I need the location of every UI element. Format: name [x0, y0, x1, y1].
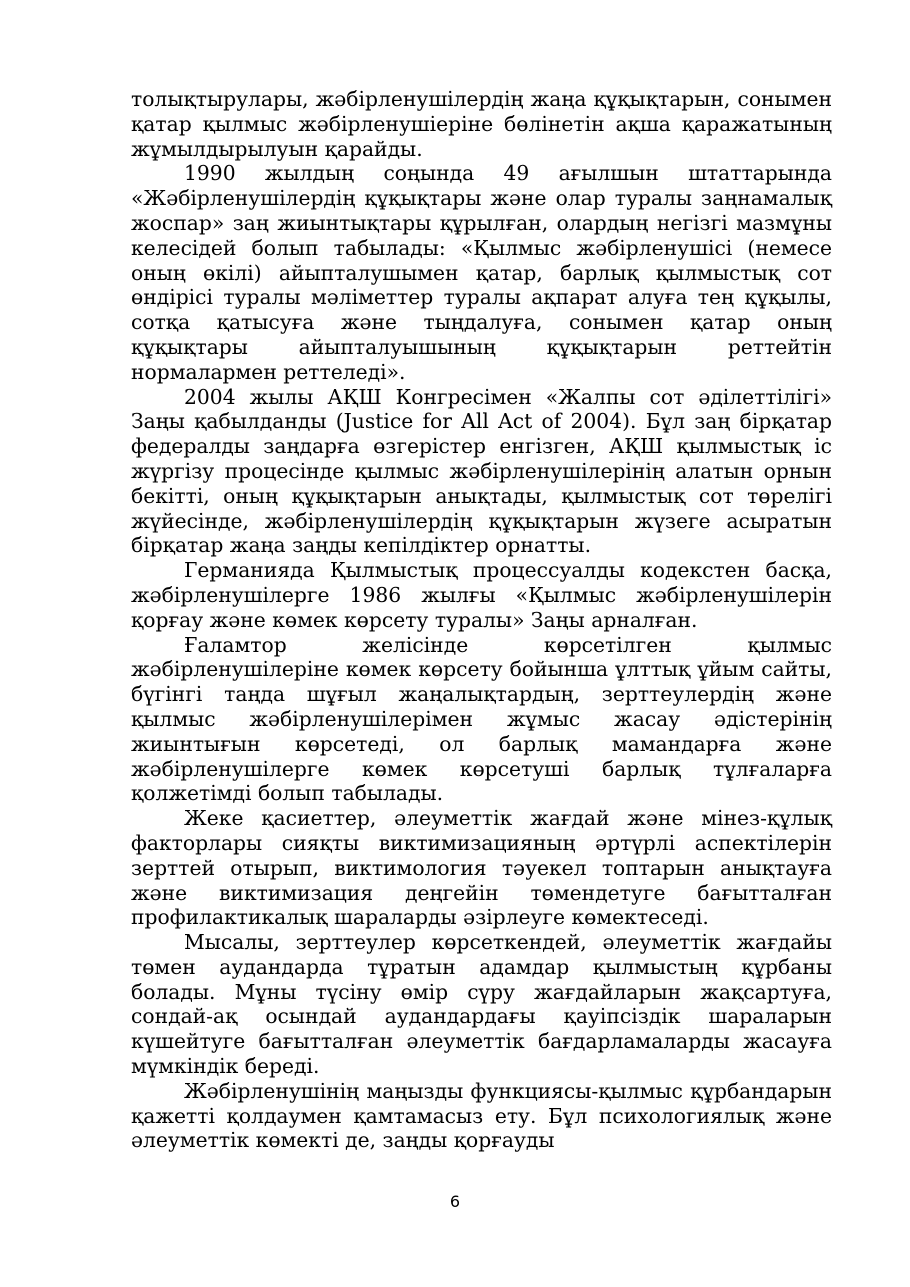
paragraph: Жеке қасиеттер, әлеуметтік жағдай және мінез-құлық факторлары сияқты виктимизацияның әртүрлі аспектілерін зерттей отырып, виктимология тәуекел топтарын анықтауға және виктимизация деңгейін төмендетуге бағытталған профилактикалық шараларды әзірлеуге көмектеседі.: [131, 806, 832, 930]
paragraph: Ғаламтор желісінде көрсетілген қылмыс жәбірленушілеріне көмек көрсету бойынша ұлттық ұйым сайты, бүгінгі таңда шұғыл жаңалықтардың, зерттеулердің және қылмыс жәбірленушілерімен жұмыс жасау әдістерінің жиынтығын көрсетеді, ол барлық мамандарға және жәбірленушілерге көмек көрсетуші барлық тұлғаларға қолжетімді болып табылады.: [131, 632, 832, 806]
paragraph-continuation: толықтырулары, жәбірленушілердің жаңа құқықтарын, сонымен қатар қылмыс жәбірленушіеріне бөлінетін ақша қаражатының жұмылдырылуын қарайды.: [131, 87, 832, 161]
paragraph: Мысалы, зерттеулер көрсеткендей, әлеуметтік жағдайы төмен аудандарда тұратын адамдар қылмыстың құрбаны болады. Мұны түсіну өмір сүру жағдайларын жақсартуға, сондай-ақ осындай аудандардағы қауіпсіздік шараларын күшейтуге бағытталған әлеуметтік бағдарламаларды жасауға мүмкіндік береді.: [131, 930, 832, 1079]
paragraph: Жәбірленушінің маңызды функциясы-қылмыс құрбандарын қажетті қолдаумен қамтамасыз ету. Бұл психологиялық және әлеуметтік көмекті де, заңды қорғауды: [131, 1078, 832, 1153]
paragraph: 2004 жылы АҚШ Конгресімен «Жалпы сот әділеттілігі» Заңы қабылданды (Justice for All Act of 2004). Бұл заң бірқатар федералды заңдарға өзгерістер енгізген, АҚШ қылмыстық іс жүргізу процесінде қылмыс жәбірленушілерінің алатын орнын бекітті, оның құқықтарын анықтады, қылмыстық сот төрелігі жүйесінде, жәбірленушілердің құқықтарын жүзеге асыратын бірқатар жаңа заңды кепілдіктер орнатты.: [131, 384, 832, 558]
page-number: 6: [449, 1192, 461, 1211]
document-body: [131, 87, 832, 1153]
paragraph: 1990 жылдың соңында 49 ағылшын штаттарында «Жәбірленушілердің құқықтары және олар туралы заңнамалық жоспар» заң жиынтықтары құрылған, олардың негізгі мазмұны келесідей болып табылады: «Қылмыс жәбірленушісі (немесе оның өкілі) айыпталушымен қатар, барлық қылмыстық сот өндірісі туралы мәліметтер туралы ақпарат алуға тең құқылы, сотқа қатысуға және тыңдалуға, сонымен қатар оның құқықтары айыпталуышының құқықтарын реттейтін нормалармен реттеледі».: [131, 161, 832, 384]
paragraph: Германияда Қылмыстық процессуалды кодекстен басқа, жәбірленушілерге 1986 жылғы «Қылмыс жәбірленушілерін қорғау және көмек көрсету туралы» Заңы арналған.: [131, 558, 832, 632]
